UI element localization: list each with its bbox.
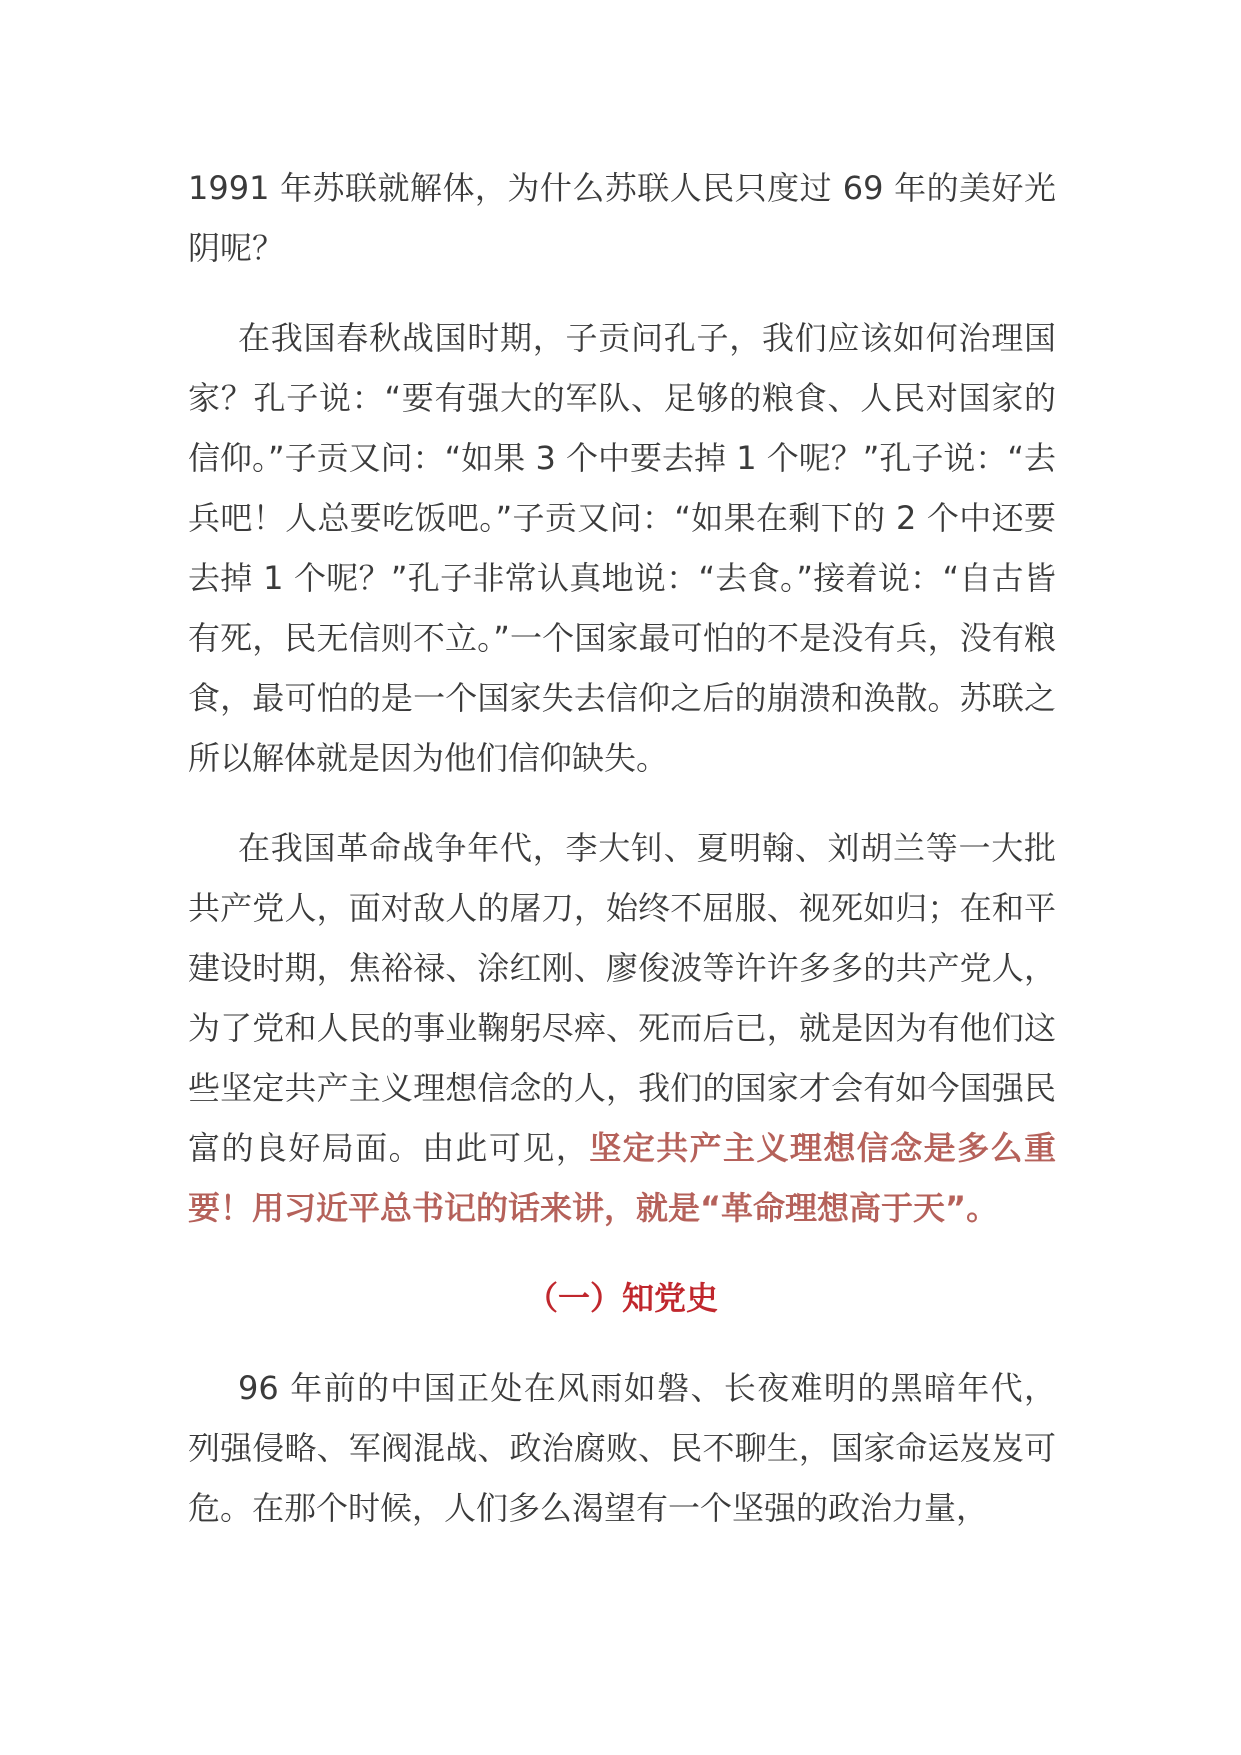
paragraph-dark-era: 96 年前的中国正处在风雨如磐、长夜难明的黑暗年代，列强侵略、军阀混战、政治腐败、民不聊生，国家命运岌岌可危。在那个时候，人们多么渴望有一个坚强的政治力量， <box>188 1369 1056 1527</box>
paragraph-plain-text: 在我国革命战争年代，李大钊、夏明翰、刘胡兰等一大批共产党人，面对敌人的屠刀，始终不屈服、视死如归；在和平建设时期，焦裕禄、涂红刚、廖俊波等许许多多的共产党人，为了党和人民的事业鞠躬尽瘁、死而后已，就是因为有他们这些坚定共产主义理想信念的人，我们的国家才会有如今国强民富的良好局面。由此可见， <box>188 829 1056 1167</box>
document-page <box>188 158 1056 1538</box>
paragraph-confucius-story: 在我国春秋战国时期，子贡问孔子，我们应该如何治理国家？孔子说：“要有强大的军队、足够的粮食、人民对国家的信仰。”子贡又问：“如果 3 个中要去掉 1 个呢？”孔子说：“去兵吧！人总要吃饭吧。”子贡又问：“如果在剩下的 2 个中还要去掉 1 个呢？”孔子非常认真地说：“去食。”接着说：“自古皆有死，民无信则不立。”一个国家最可怕的不是没有兵，没有粮食，最可怕的是一个国家失去信仰之后的崩溃和涣散。苏联之所以解体就是因为他们信仰缺失。 <box>188 319 1056 777</box>
emphasis-text: 坚定共产主义理想信念是多么重要！用习近平总书记的话来讲，就是“革命理想高于天”。 <box>188 1129 1056 1227</box>
paragraph-soviet-question: 1991 年苏联就解体，为什么苏联人民只度过 69 年的美好光阴呢？ <box>188 169 1056 267</box>
paragraph-gap <box>188 788 1056 818</box>
paragraph-revolutionary-heroes <box>188 818 1056 1238</box>
section-heading: （一）知党史 <box>525 1279 718 1317</box>
paragraph-gap <box>188 1238 1056 1268</box>
paragraph-gap <box>188 1328 1056 1358</box>
paragraph-gap <box>188 278 1056 308</box>
